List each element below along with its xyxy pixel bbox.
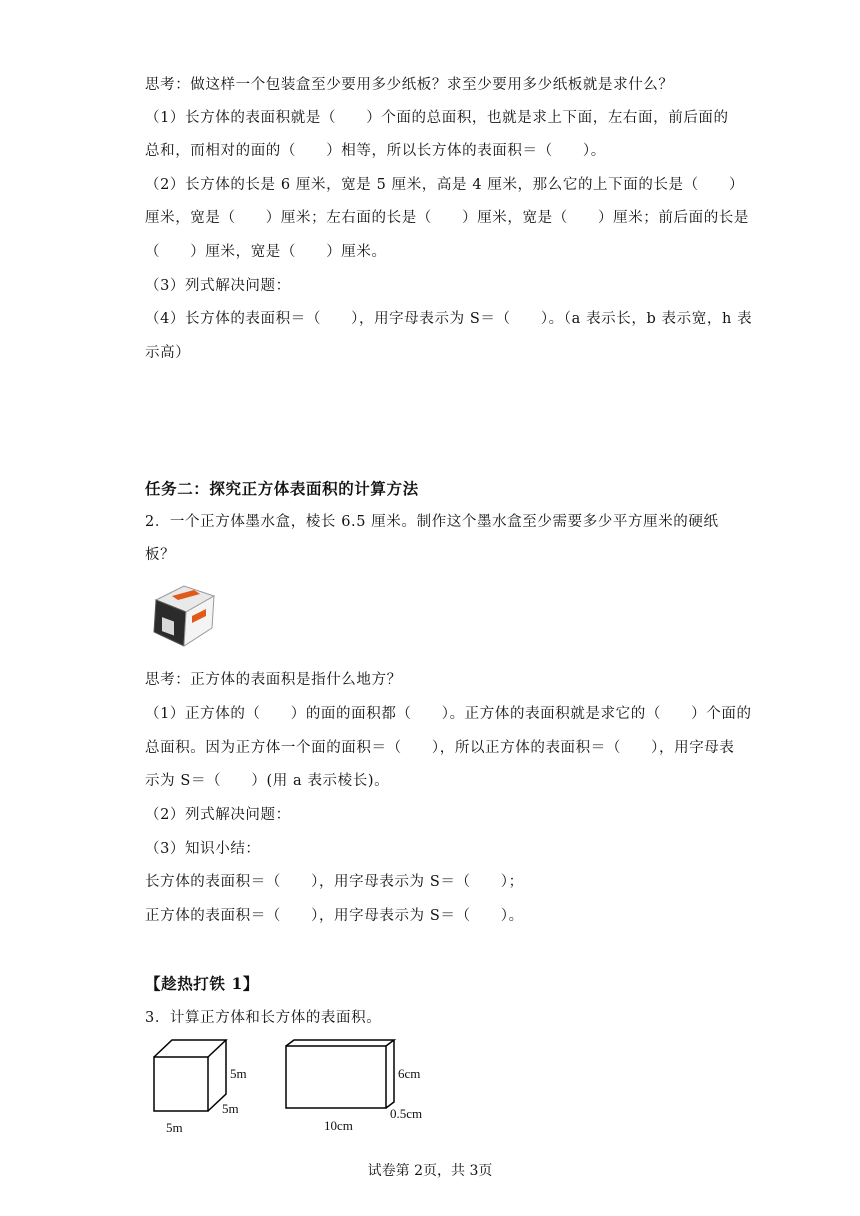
q1-line2: 总和，而相对的面的（ ）相等，所以长方体的表面积＝（ ）。 (145, 143, 606, 159)
problem2-line1: 2．一个正方体墨水盒，棱长 6.5 厘米。制作这个墨水盒至少需要多少平方厘米的硬纸 (145, 514, 719, 530)
cuboid-figure (284, 1038, 404, 1118)
q2-line1: （2）长方体的长是 6 厘米，宽是 5 厘米，高是 4 厘米，那么它的上下面的长是（ ） (145, 177, 745, 193)
q2-line2: 厘米，宽是（ ）厘米；左右面的长是（ ）厘米，宽是（ ）厘米；前后面的长是 (145, 210, 749, 226)
cube-figure (150, 1038, 250, 1138)
s2-q1-line2: 总面积。因为正方体一个面的面积＝（ ），所以正方体的表面积＝（ ），用字母表 (145, 740, 735, 756)
q4-line2: 示高） (145, 345, 191, 361)
s2-q3-line: （3）知识小结： (145, 841, 261, 857)
s2-q1-line3: 示为 S＝（ ）(用 a 表示棱长)。 (145, 773, 390, 789)
cube-width-label: 5m (166, 1120, 183, 1135)
q4-line1: （4）长方体的表面积＝（ ），用字母表示为 S＝（ ）。（a 表示长，b 表示宽，h 表 (145, 311, 753, 327)
page-footer: 试卷第 2页，共 3页 (367, 1163, 493, 1179)
task2-heading: 任务二：探究正方体表面积的计算方法 (145, 479, 419, 498)
q1-line1: （1）长方体的表面积就是（ ）个面的总面积，也就是求上下面，左右面，前后面的 (145, 110, 729, 126)
q3-line: （3）列式解决问题： (145, 278, 291, 294)
cuboid-height-label: 6cm (398, 1066, 421, 1081)
problem3-line: 3．计算正方体和长方体的表面积。 (145, 1010, 382, 1026)
practice-heading: 【趁热打铁 1】 (145, 974, 259, 993)
cuboid-depth-label: 0.5cm (390, 1106, 423, 1121)
cube-height-label: 5m (230, 1066, 247, 1081)
summary-cuboid: 长方体的表面积＝（ ），用字母表示为 S＝（ ）； (145, 874, 524, 890)
problem2-line2: 板？ (145, 547, 176, 563)
think-question-2: 思考：正方体的表面积是指什么地方？ (145, 672, 402, 688)
s2-q1-line1: （1）正方体的（ ）的面的面积都（ ）。正方体的表面积就是求它的（ ）个面的 (145, 706, 752, 722)
ink-box-image (148, 580, 218, 650)
think-question-1: 思考：做这样一个包装盒至少要用多少纸板？求至少要用多少纸板就是求什么？ (145, 77, 674, 93)
q2-line3: （ ）厘米，宽是（ ）厘米。 (145, 244, 387, 260)
cuboid-width-label: 10cm (324, 1118, 353, 1133)
summary-cube: 正方体的表面积＝（ ），用字母表示为 S＝（ ）。 (145, 908, 524, 924)
s2-q2-line: （2）列式解决问题： (145, 807, 291, 823)
cube-depth-label: 5m (222, 1101, 239, 1116)
